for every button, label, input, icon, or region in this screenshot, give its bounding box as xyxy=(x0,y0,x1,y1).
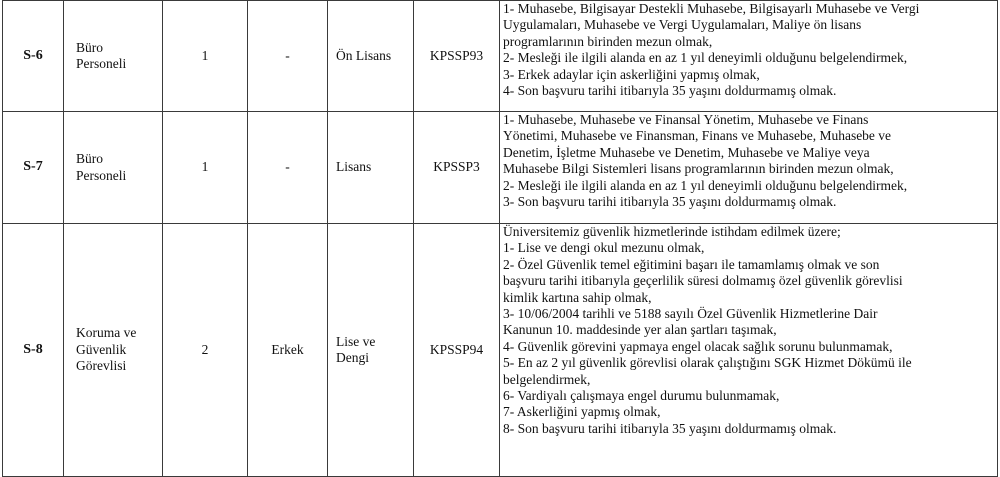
education-line: Lisans xyxy=(336,159,372,175)
position-code-cell xyxy=(3,112,64,224)
condition-line: 8- Son başvuru tarihi itibarıyla 35 yaşını doldurmamış olmak. xyxy=(503,420,837,436)
condition-line: 3- Erkek adaylar için askerliğini yapmış olmak, xyxy=(503,66,760,82)
position-code: S-7 xyxy=(23,159,43,175)
position-code-cell xyxy=(3,1,64,112)
condition-line: 6- Vardiyalı çalışmaya engel durumu bulunmamak, xyxy=(503,388,780,404)
kpss-score-type: KPSSP94 xyxy=(429,341,484,357)
condition-line: 3- Son başvuru tarihi itibarıyla 35 yaşını doldurmamış olmak. xyxy=(503,194,837,210)
position-count-cell xyxy=(163,1,248,112)
condition-line: Üniversitemiz güvenlik hizmetlerinde istihdam edilmek üzere; xyxy=(503,224,841,239)
condition-line: 4- Güvenlik görevini yapmaya engel olacak sağlık sorunu bulunmamak, xyxy=(503,338,893,354)
education-cell xyxy=(328,224,414,477)
position-title-line: Büro xyxy=(76,151,103,167)
position-count: 2 xyxy=(201,341,209,357)
gender-value: Erkek xyxy=(271,341,304,357)
education-cell xyxy=(328,1,414,112)
position-title-line: Personeli xyxy=(76,56,127,71)
condition-line: 5- En az 2 yıl güvenlik görevlisi olarak çalıştığını SGK Hizmet Dökümü ile xyxy=(503,355,912,371)
position-count: 1 xyxy=(201,47,209,63)
position-count-cell xyxy=(163,224,248,477)
kpss-score-type-cell xyxy=(414,1,500,112)
gender-cell xyxy=(248,224,328,477)
education-line: Lise ve xyxy=(336,333,376,349)
kpss-score-type-cell xyxy=(414,224,500,477)
position-title-cell xyxy=(64,112,163,224)
condition-line: 1- Muhasebe, Muhasebe ve Finansal Yönetim, Muhasebe ve Finans xyxy=(503,112,869,127)
condition-line: 1- Muhasebe, Bilgisayar Destekli Muhasebe, Bilgisayarlı Muhasebe ve Vergi xyxy=(503,1,920,16)
gender-cell xyxy=(248,1,328,112)
position-count: 1 xyxy=(201,159,209,175)
condition-line: 7- Askerliğini yapmış olmak, xyxy=(503,404,661,420)
position-title-line: Güvenlik xyxy=(76,341,127,357)
condition-line: 2- Mesleği ile ilgili alanda en az 1 yıl deneyimli olduğunu belgelendirmek, xyxy=(503,50,908,66)
conditions-cell xyxy=(500,1,998,112)
education-line: Ön Lisans xyxy=(336,47,392,63)
positions-table xyxy=(2,0,998,477)
condition-line: 3- 10/06/2004 tarihli ve 5188 sayılı Özel Güvenlik Hizmetlerine Dair xyxy=(503,306,878,322)
condition-line: 4- Son başvuru tarihi itibarıyla 35 yaşını doldurmamış olmak. xyxy=(503,83,837,99)
condition-line: Yönetimi, Muhasebe ve Finansman, Finans ve Muhasebe, Muhasebe ve xyxy=(503,128,892,144)
position-code: S-6 xyxy=(23,47,43,63)
condition-line: Denetim, İşletme Muhasebe ve Denetim, Muhasebe ve Maliye veya xyxy=(503,144,870,160)
gender-cell xyxy=(248,112,328,224)
condition-line: 1- Lise ve dengi okul mezunu olmak, xyxy=(503,240,705,256)
position-title-cell xyxy=(64,1,163,112)
position-code: S-8 xyxy=(23,341,43,357)
kpss-score-type: KPSSP3 xyxy=(433,159,480,175)
conditions-cell xyxy=(500,112,998,224)
kpss-score-type-cell xyxy=(414,112,500,224)
condition-line: kimlik kartına sahip olmak, xyxy=(503,289,652,305)
condition-line: programlarının birinden mezun olmak, xyxy=(503,33,713,49)
education-cell xyxy=(328,112,414,224)
conditions-cell xyxy=(500,224,998,477)
condition-line: Muhasebe Bilgi Sistemleri lisans programlarının birinden mezun olmak, xyxy=(503,161,894,177)
condition-line: belgelendirmek, xyxy=(503,371,591,387)
condition-line: 2- Mesleği ile ilgili alanda en az 1 yıl deneyimli olduğunu belgelendirmek, xyxy=(503,177,908,193)
condition-line: 2- Özel Güvenlik temel eğitimini başarı ile tamamlamış olmak ve son xyxy=(503,256,880,272)
position-title-line: Büro xyxy=(76,39,103,55)
kpss-score-type: KPSSP93 xyxy=(429,47,484,63)
condition-line: Kanunun 10. maddesinde yer alan şartları taşımak, xyxy=(503,322,777,338)
positions-table-body xyxy=(3,1,998,477)
education-line: Dengi xyxy=(336,350,369,365)
condition-line: Uygulamaları, Muhasebe ve Vergi Uygulamaları, Maliye ön lisans xyxy=(503,17,862,33)
position-count-cell xyxy=(163,112,248,224)
position-title-line: Görevlisi xyxy=(76,358,127,374)
condition-line: başvuru tarihi itibarıyla geçerlilik süresi dolmamış özel güvenlik görevlisi xyxy=(503,273,903,289)
position-title-line: Koruma ve xyxy=(76,325,137,341)
gender-value: - xyxy=(285,159,290,175)
gender-value: - xyxy=(285,47,290,63)
table-row xyxy=(3,224,998,477)
position-title-line: Personeli xyxy=(76,167,127,183)
table-row xyxy=(3,112,998,224)
position-title-cell xyxy=(64,224,163,477)
position-code-cell xyxy=(3,224,64,477)
table-row xyxy=(3,1,998,112)
